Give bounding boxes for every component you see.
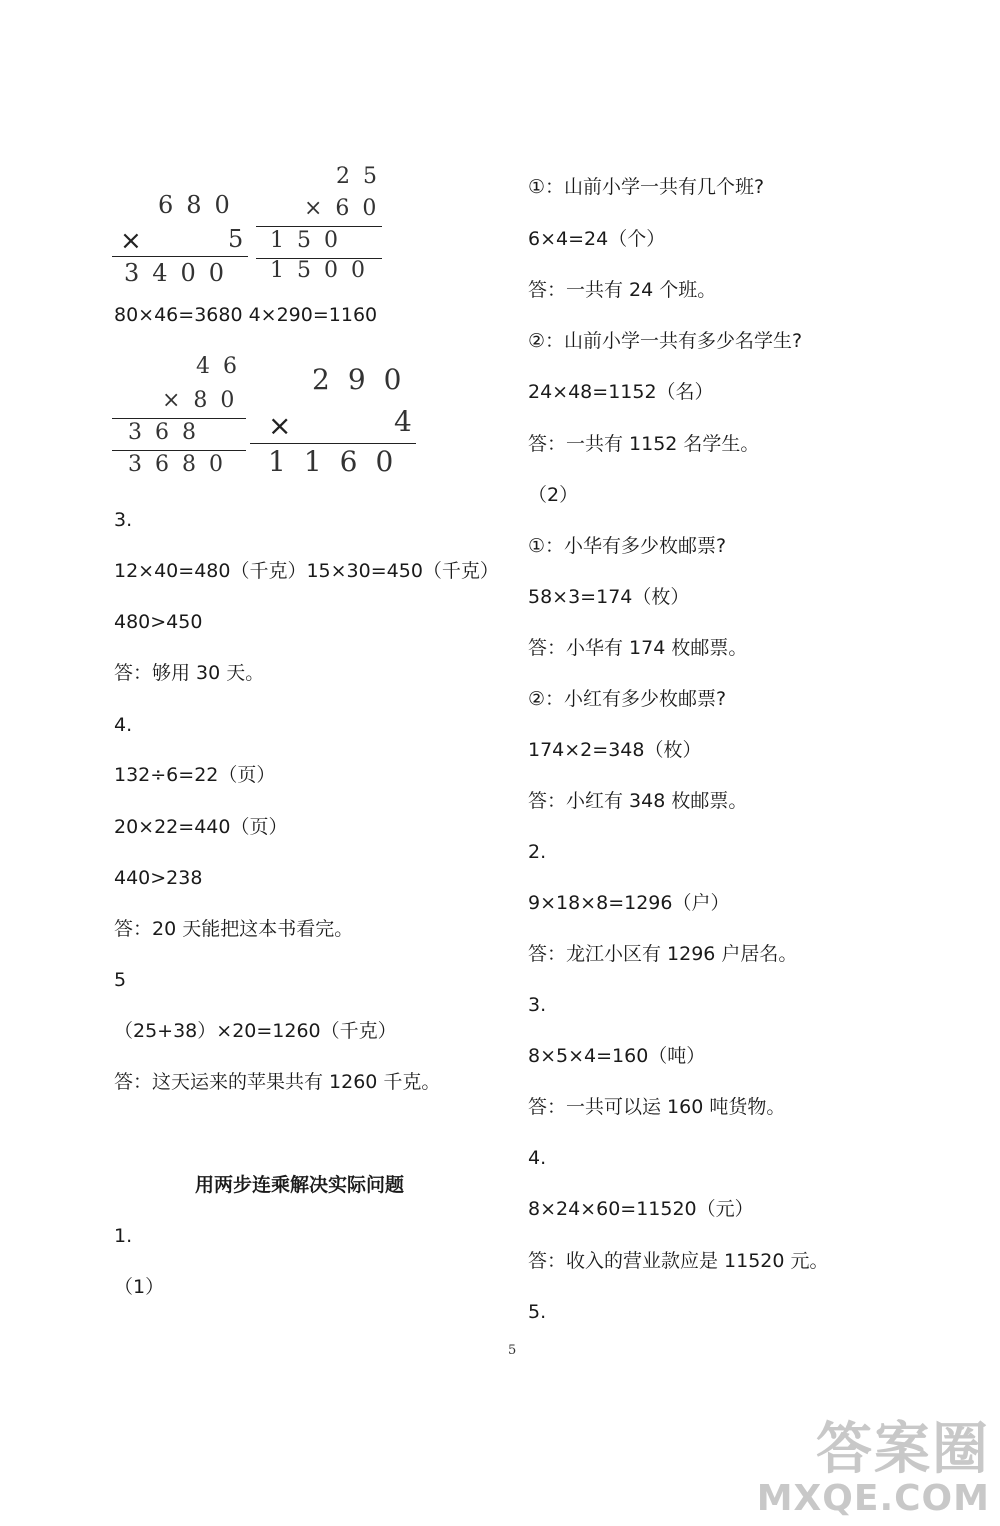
text-line: 58×3=174（枚） <box>528 586 690 608</box>
text-line: 答：20 天能把这本书看完。 <box>114 918 354 940</box>
calc-result-3680: 3680 <box>128 452 236 477</box>
text-line: 174×2=348（枚） <box>528 739 702 761</box>
text-line: 2. <box>528 841 547 863</box>
text-line: （1） <box>114 1276 165 1298</box>
calc-result-1500: 1500 <box>270 258 378 283</box>
text-line: 答：收入的营业款应是 11520 元。 <box>528 1250 829 1272</box>
text-line: ②：山前小学一共有多少名学生? <box>528 330 803 352</box>
calc-result-3400: 3400 <box>124 259 238 287</box>
text-line: 8×5×4=160（吨） <box>528 1045 706 1067</box>
text-line: 480>450 <box>114 611 203 633</box>
section-title: 用两步连乘解决实际问题 <box>195 1174 405 1196</box>
watermark-url: MXQE.COM <box>756 1478 990 1519</box>
text-line: 3. <box>114 509 133 531</box>
watermark-text: 答案圈 <box>816 1417 990 1482</box>
calc-row-4: 4 <box>394 405 425 438</box>
times-sign: × <box>120 226 142 256</box>
vertical-calc-290x4 <box>250 363 425 485</box>
text-line: 80×46=3680 4×290=1160 <box>114 304 378 326</box>
text-line: 9×18×8=1296（户） <box>528 892 730 914</box>
calc-row-25: 25 <box>336 164 390 189</box>
calc-row-5: 5 <box>228 225 257 253</box>
text-line: 20×22=440（页） <box>114 816 288 838</box>
text-line: 5 <box>114 969 127 991</box>
text-line: 答：一共有 24 个班。 <box>528 279 717 301</box>
text-line: 答：龙江小区有 1296 户居名。 <box>528 943 798 965</box>
text-line: ①：山前小学一共有几个班? <box>528 176 765 198</box>
calc-line <box>112 256 248 257</box>
calc-row-680: 680 <box>158 191 243 219</box>
text-line: 答：这天运来的苹果共有 1260 千克。 <box>114 1071 441 1093</box>
text-line: 132÷6=22（页） <box>114 764 276 786</box>
text-line: 440>238 <box>114 867 203 889</box>
vertical-calc-680x5 <box>110 190 257 290</box>
calc-row-x80: ×80 <box>162 388 248 413</box>
calc-line <box>250 443 416 444</box>
text-line: 4. <box>114 714 133 736</box>
page-number: 5 <box>508 1343 517 1358</box>
vertical-calc-25x60 <box>256 160 390 290</box>
calc-partial-150: 150 <box>270 228 351 253</box>
text-line: 答：一共有 1152 名学生。 <box>528 433 760 455</box>
text-line: 1. <box>114 1225 133 1247</box>
times-sign: × <box>268 409 292 442</box>
text-line: 答：一共可以运 160 吨货物。 <box>528 1096 786 1118</box>
calc-row-x60: ×60 <box>304 196 390 221</box>
text-line: 4. <box>528 1147 547 1169</box>
vertical-calc-46x80 <box>110 350 250 490</box>
text-line: 8×24×60=11520（元） <box>528 1198 754 1220</box>
calc-partial-368: 368 <box>128 420 209 445</box>
text-line: ②：小红有多少枚邮票? <box>528 688 727 710</box>
calc-row-46: 46 <box>196 354 250 379</box>
calc-row-290: 290 <box>312 363 420 396</box>
text-line: 答：小华有 174 枚邮票。 <box>528 637 748 659</box>
text-line: （2） <box>528 484 579 506</box>
text-line: 答：小红有 348 枚邮票。 <box>528 790 748 812</box>
text-line: 答：够用 30 天。 <box>114 662 265 684</box>
text-line: 3. <box>528 994 547 1016</box>
text-line: 24×48=1152（名） <box>528 381 714 403</box>
text-line: （25+38）×20=1260（千克） <box>114 1020 397 1042</box>
text-line: 5. <box>528 1301 547 1323</box>
calc-result-1160: 1160 <box>268 445 412 478</box>
text-line: ①：小华有多少枚邮票? <box>528 535 727 557</box>
text-line: 12×40=480（千克）15×30=450（千克） <box>114 560 499 582</box>
watermark-logo <box>756 1417 990 1519</box>
text-line: 6×4=24（个） <box>528 228 666 250</box>
